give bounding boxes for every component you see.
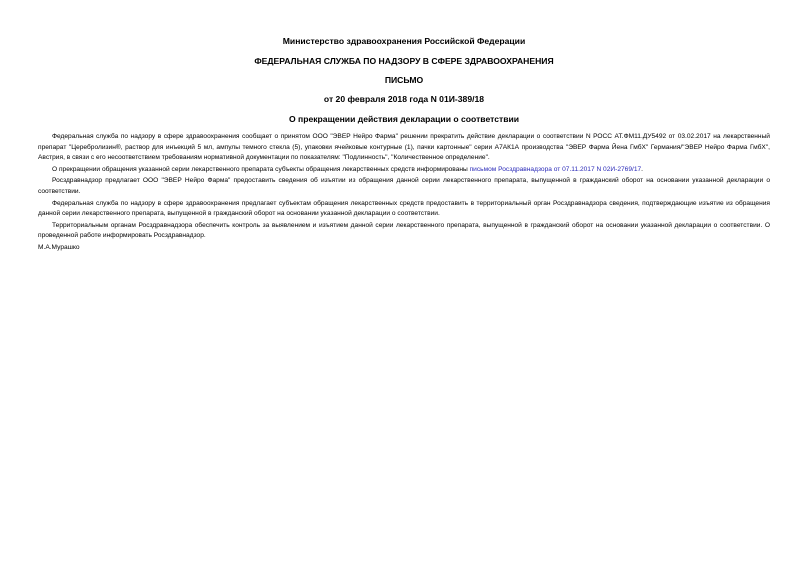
paragraph-5: Территориальным органам Росздравнадзора обеспечить контроль за выявлением и изъятием данной серии лекарственного препарата, выпущенной в гражданский оборот на основании указанной декларации о соответствии. О проведенной работе информировать Росздравнадзор. (38, 221, 770, 240)
date-number-heading: от 20 февраля 2018 года N 01И-389/18 (323, 94, 485, 104)
paragraph-3: Росздравнадзор предлагает ООО "ЭВЕР Нейро Фарма" предоставить сведения об изъятии из обращения данной серии лекарственного препарата, выпущенной в гражданский оборот на основании указанной декларации о соответствии. (38, 177, 770, 195)
signature: М.А.Мурашко (38, 243, 80, 251)
letter-reference-link[interactable]: письмом Росздравнадзора от 07.11.2017 N 02И-2769/17 (469, 165, 642, 173)
service-heading: ФЕДЕРАЛЬНАЯ СЛУЖБА ПО НАДЗОРУ В СФЕРЕ ЗДРАВООХРАНЕНИЯ (254, 56, 554, 66)
document-type-heading: ПИСЬМО (384, 75, 424, 85)
document-body (38, 132, 770, 254)
paragraph-4: Федеральная служба по надзору в сфере здравоохранения предлагает субъектам обращения лекарственных средств предоставить в территориальный орган Росздравнадзора сведения, подтверждающие изъятие из обращения данной серии лекарственного препарата, выпущенной в гражданский оборот на основании указанной декларации о соответствии. (38, 199, 770, 218)
ministry-heading: Министерство здравоохранения Российской Федерации (282, 36, 526, 46)
paragraph-1: Федеральная служба по надзору в сфере здравоохранения сообщает о принятом ООО "ЭВЕР Нейро Фарма" решении прекратить действие декларации о соответствии N РОСС AT.ФМ11.ДУ5492 от 03.02.2017 на лекарственный препарат "Церебролизин®, раствор для инъекций 5 мл, ампулы темного стекла (5), упаковки ячейковые контурные (1), пачки картонные" серии А7АК1А производства "ЭВЕР Фарма Йена ГмбХ" Германия/"ЭВЕР Нейро Фарма ГмбХ", Австрия, в связи с его несоответствием требованиям нормативной документации по показателям: "Подлинность", "Количественное определение". (38, 133, 770, 162)
paragraph-2-text: О прекращении обращения указанной серии лекарственного препарата субъекты обращения лекарственных средств информированы (52, 165, 470, 173)
subject-heading: О прекращении действия декларации о соответствии (288, 114, 520, 124)
paragraph-2 (38, 165, 770, 176)
paragraph-2-end: . (641, 165, 643, 173)
